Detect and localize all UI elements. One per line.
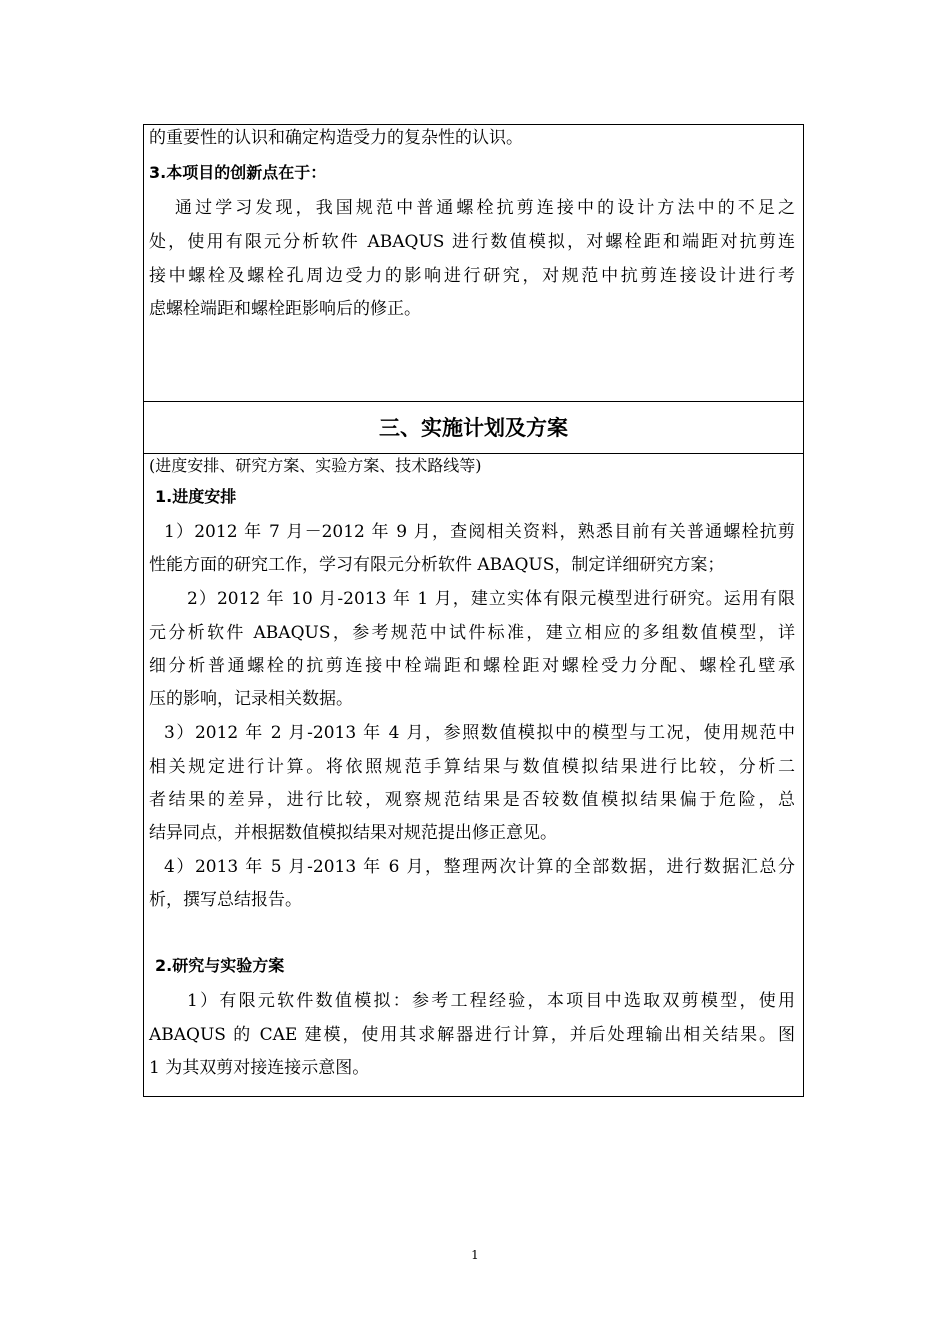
innovation-line: 通过学习发现，我国规范中普通螺栓抗剪连接中的设计方法中的不足之 [175, 198, 795, 218]
schedule-item-line: 者结果的差异，进行比较，观察规范结果是否较数值模拟结果偏于危险，总 [149, 790, 795, 810]
schedule-item-line: 结异同点，并根据数值模拟结果对规范提出修正意见。 [149, 823, 557, 843]
content-table [143, 124, 804, 1097]
section-subtitle: (进度安排、研究方案、实验方案、技术路线等) [149, 456, 482, 475]
research-item-line: 1 为其双剪对接连接示意图。 [149, 1058, 370, 1078]
schedule-item-line: 压的影响，记录相关数据。 [149, 689, 353, 709]
innovation-line: 接中螺栓及螺栓孔周边受力的影响进行研究，对规范中抗剪连接设计进行考 [149, 266, 795, 286]
innovation-line: 虑螺栓端距和螺栓距影响后的修正。 [149, 299, 421, 319]
schedule-item-line: 2）2012 年 10 月-2013 年 1 月，建立实体有限元模型进行研究。运用有限 [187, 589, 795, 609]
schedule-item-line: 3）2012 年 2 月-2013 年 4 月，参照数值模拟中的模型与工况，使用规范中 [164, 723, 795, 743]
page-number: 1 [471, 1248, 479, 1262]
research-item-line: ABAQUS 的 CAE 建模，使用其求解器进行计算，并后处理输出相关结果。图 [149, 1025, 795, 1045]
section-title: 三、实施计划及方案 [144, 402, 803, 454]
schedule-item-line: 1）2012 年 7 月－2012 年 9 月，查阅相关资料，熟悉目前有关普通螺栓抗剪 [164, 522, 795, 542]
innovation-line: 处，使用有限元分析软件 ABAQUS 进行数值模拟，对螺栓距和端距对抗剪连 [149, 232, 795, 252]
schedule-item-line: 析，撰写总结报告。 [149, 890, 302, 910]
schedule-item-line: 相关规定进行计算。将依照规范手算结果与数值模拟结果进行比较，分析二 [149, 757, 795, 777]
research-item-line: 1）有限元软件数值模拟：参考工程经验，本项目中选取双剪模型，使用 [187, 991, 795, 1011]
schedule-item-line: 元分析软件 ABAQUS，参考规范中试件标准，建立相应的多组数值模型，详 [149, 623, 795, 643]
continuation-line: 的重要性的认识和确定构造受力的复杂性的认识。 [149, 128, 523, 148]
schedule-heading: 1.进度安排 [155, 487, 237, 506]
innovation-section [144, 125, 803, 402]
schedule-item-line: 性能方面的研究工作，学习有限元分析软件 ABAQUS，制定详细研究方案； [149, 555, 725, 575]
schedule-item-line: 细分析普通螺栓的抗剪连接中栓端距和螺栓距对螺栓受力分配、螺栓孔壁承 [149, 656, 795, 676]
schedule-item-line: 4）2013 年 5 月-2013 年 6 月，整理两次计算的全部数据，进行数据汇总分 [164, 857, 795, 877]
research-heading: 2.研究与实验方案 [155, 956, 285, 975]
innovation-heading: 3.本项目的创新点在于： [149, 163, 327, 182]
